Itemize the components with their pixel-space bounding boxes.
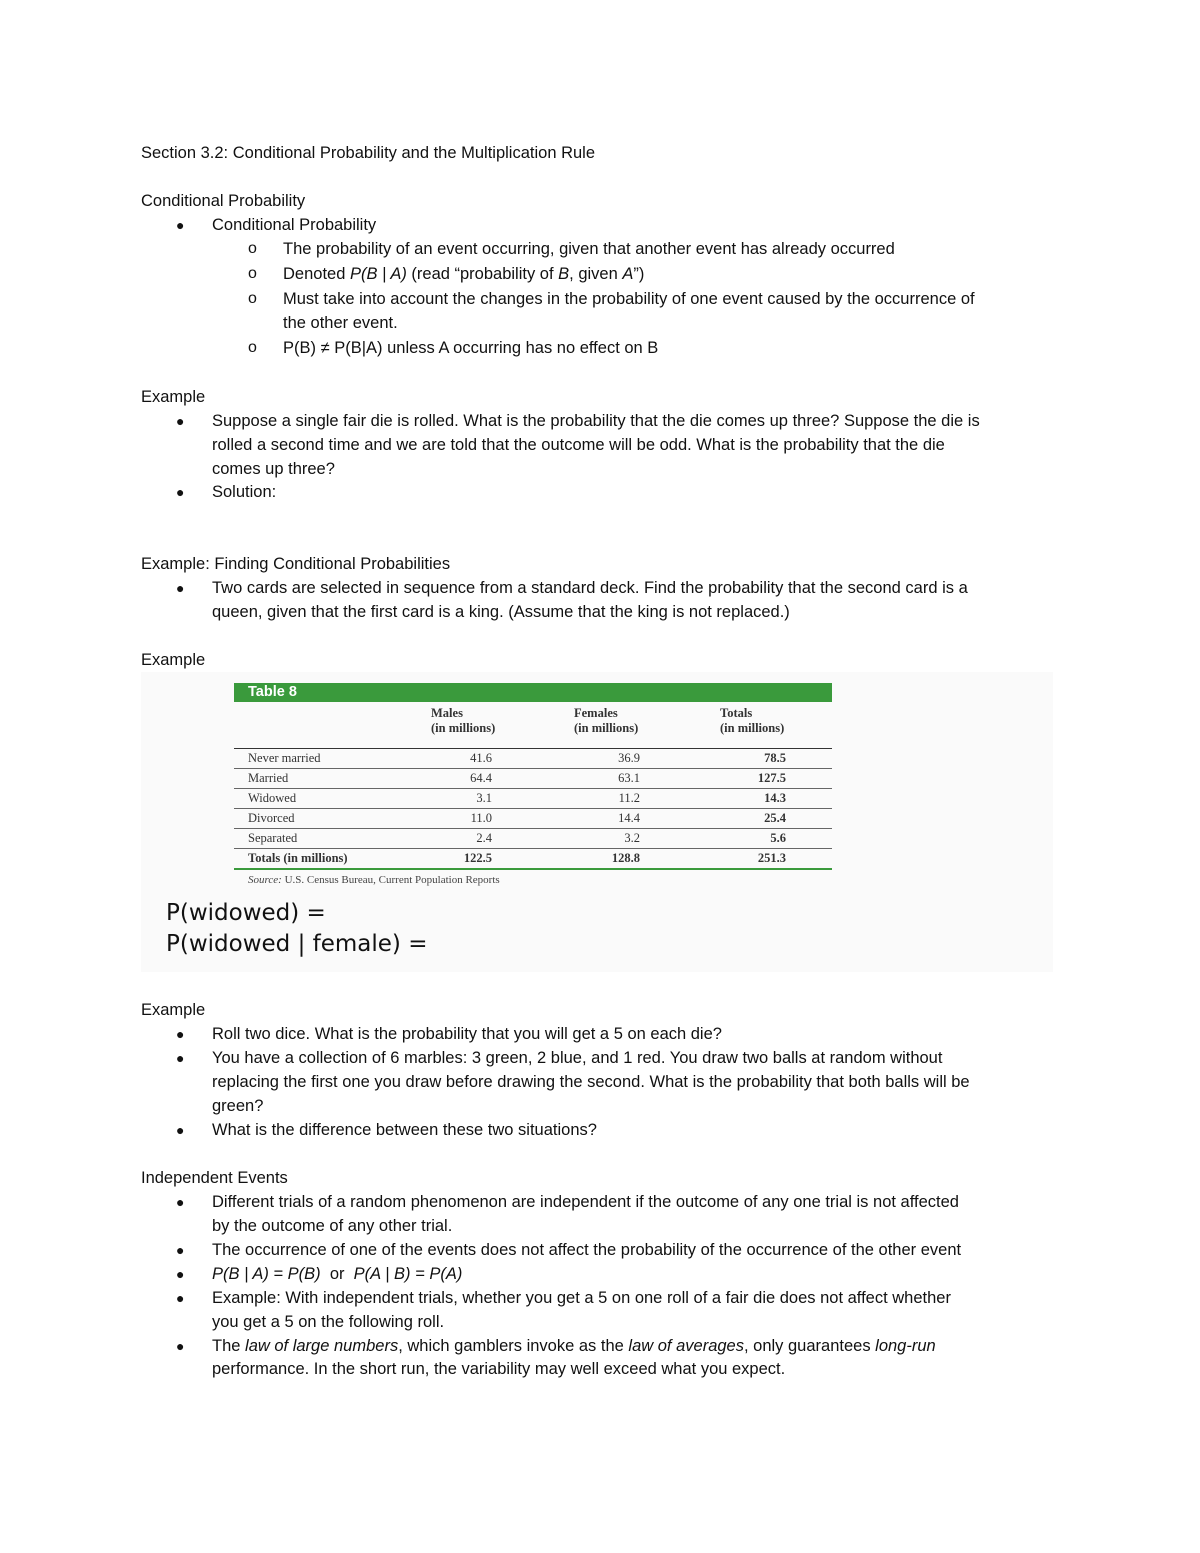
section-heading-conditional: Conditional Probability (141, 192, 306, 210)
table-header-row (234, 702, 832, 749)
sub-bullet-icon: o (248, 339, 257, 356)
section-heading-example: Example (141, 651, 206, 669)
bullet-icon: ● (176, 1050, 185, 1066)
column-header-totals: Totals (in millions) (720, 706, 785, 735)
sub-bullet-text: Must take into account the changes in the probability of one event caused by the occurrence of (283, 290, 975, 308)
column-header-females: Females (in millions) (574, 706, 639, 735)
formula-p-widowed-given-female: P(widowed | female) = (166, 931, 428, 957)
section-heading-example: Example (141, 1001, 206, 1019)
bullet-text: The law of large numbers, which gamblers invoke as the law of averages, only guarantees long-run (212, 1337, 936, 1355)
sub-bullet-text: P(B) ≠ P(B|A) unless A occurring has no effect on B (283, 339, 659, 357)
bullet-text: Conditional Probability (212, 216, 377, 234)
table-total-row: Totals (in millions) 122.5 128.8 251.3 (234, 849, 832, 870)
bullet-icon: ● (176, 1338, 185, 1354)
sub-bullet-icon: o (248, 290, 257, 307)
bullet-icon: ● (176, 217, 185, 233)
table-row: Never married 41.6 36.9 78.5 (234, 749, 832, 769)
sub-bullet-text: Denoted P(B | A) (read “probability of B, given A”) (283, 265, 645, 283)
table-title: Table 8 (234, 683, 832, 702)
bullet-text-cont: comes up three? (212, 460, 335, 478)
page-title: Section 3.2: Conditional Probability and the Multiplication Rule (141, 144, 596, 162)
bullet-text: The occurrence of one of the events does not affect the probability of the occurrence of the other event (212, 1241, 962, 1259)
bullet-icon: ● (176, 1266, 185, 1282)
marital-status-table (234, 683, 832, 890)
bullet-icon: ● (176, 1122, 185, 1138)
bullet-text-cont: you get a 5 on the following roll. (212, 1313, 445, 1331)
bullet-text-cont: green? (212, 1097, 264, 1115)
bullet-text-cont: replacing the first one you draw before drawing the second. What is the probability that both balls will be (212, 1073, 970, 1091)
bullet-icon: ● (176, 580, 185, 596)
bullet-text-cont: rolled a second time and we are told that the outcome will be odd. What is the probability that the die (212, 436, 945, 454)
bullet-text-cont: by the outcome of any other trial. (212, 1217, 453, 1235)
bullet-text: Different trials of a random phenomenon are independent if the outcome of any one trial is not affected (212, 1193, 959, 1211)
section-heading-example: Example: Finding Conditional Probabilities (141, 555, 451, 573)
sub-bullet-icon: o (248, 265, 257, 282)
bullet-text: Two cards are selected in sequence from a standard deck. Find the probability that the second card is a (212, 579, 968, 597)
section-heading-example: Example (141, 388, 206, 406)
table-row: Divorced 11.0 14.4 25.4 (234, 809, 832, 829)
formula-p-widowed: P(widowed) = (166, 900, 326, 926)
table-row: Separated 2.4 3.2 5.6 (234, 829, 832, 849)
bullet-text: Example: With independent trials, whether you get a 5 on one roll of a fair die does not affect whether (212, 1289, 951, 1307)
bullet-icon: ● (176, 413, 185, 429)
bullet-text: Suppose a single fair die is rolled. What is the probability that the die comes up three? Suppose the die is (212, 412, 980, 430)
table-row: Married 64.4 63.1 127.5 (234, 769, 832, 789)
column-header-males: Males (in millions) (431, 706, 496, 735)
bullet-text: P(B | A) = P(B) or P(A | B) = P(A) (212, 1265, 463, 1283)
bullet-text: You have a collection of 6 marbles: 3 green, 2 blue, and 1 red. You draw two balls at random without (212, 1049, 943, 1067)
bullet-text-cont: queen, given that the first card is a king. (Assume that the king is not replaced.) (212, 603, 790, 621)
sub-bullet-icon: o (248, 240, 257, 257)
bullet-text: Roll two dice. What is the probability that you will get a 5 on each die? (212, 1025, 722, 1043)
table-source: Source: U.S. Census Bureau, Current Population Reports (248, 874, 500, 886)
sub-bullet-text: The probability of an event occurring, given that another event has already occurred (283, 240, 895, 258)
sub-bullet-text-cont: the other event. (283, 314, 398, 332)
bullet-icon: ● (176, 1026, 185, 1042)
bullet-icon: ● (176, 484, 185, 500)
bullet-text: What is the difference between these two situations? (212, 1121, 597, 1139)
table-row: Widowed 3.1 11.2 14.3 (234, 789, 832, 809)
section-heading-independent: Independent Events (141, 1169, 288, 1187)
bullet-text: Solution: (212, 483, 277, 501)
bullet-icon: ● (176, 1290, 185, 1306)
bullet-text-cont: performance. In the short run, the variability may well exceed what you expect. (212, 1360, 786, 1378)
bullet-icon: ● (176, 1242, 185, 1258)
bullet-icon: ● (176, 1194, 185, 1210)
